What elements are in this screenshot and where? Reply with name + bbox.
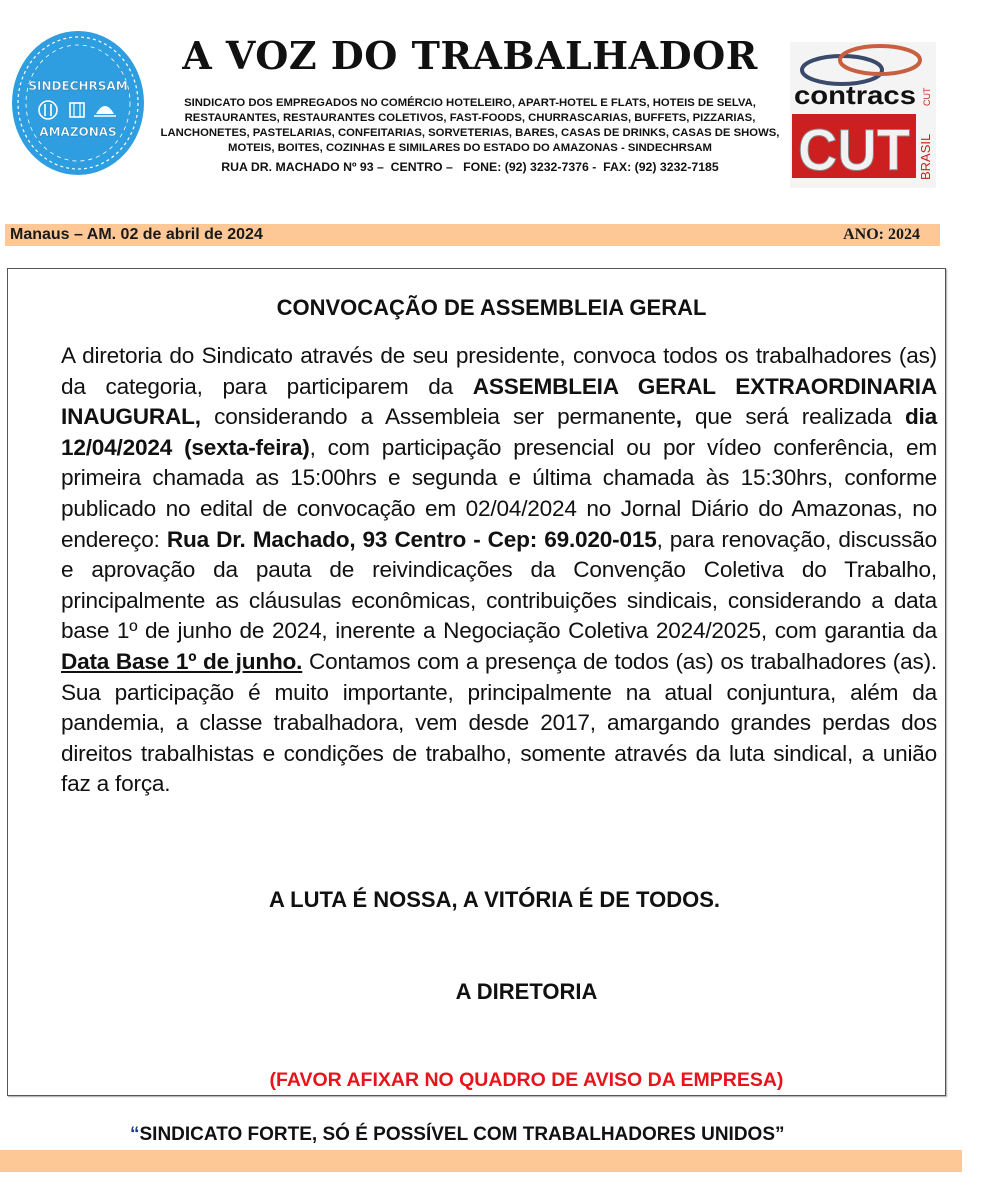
edition-date: Manaus – AM. 02 de abril de 2024 [10, 226, 263, 243]
union-description: SINDICATO DOS EMPREGADOS NO COMÉRCIO HOTELEIRO, APART-HOTEL E FLATS, HOTEIS DE SELVA, RESTAURANTES, RESTAURANTES COLETIVOS, FAST-FOODS, CHURRASCARIAS, BUFFETS, PIZZARIAS, LANCHONETES, PASTELARIAS, CONFEITARIAS, SORVETERIAS, BARES, CASAS DE DRINKS, CASAS DE SHOWS, MOTEIS, BOITES, COZINHAS E SIMILARES DO ESTADO DO AMAZONAS - SINDECHRSAM [160, 97, 780, 154]
body-text-segment: Contamos com a presença de todos (as) os trabalhadores (as). Sua participação é muito importante, principalmente na atual conjuntura, além da pandemia, a classe trabalhadora, vem desde 2017, amargando grandes perdas dos direitos trabalhistas e condições de trabalho, somente através da luta sindical, a união faz a força. [61, 648, 937, 797]
logo-bottom-text: AMAZONAS [39, 125, 117, 139]
body-text-segment: A diretoria do Sindicato através de seu presidente, convoca todos os trabalhadores (as) da categoria, para participarem da [61, 343, 937, 399]
union-address: RUA DR. MACHADO Nº 93 – CENTRO – FONE: (92) 3232-7376 - FAX: (92) 3232-7185 [221, 160, 719, 174]
body-text-segment: que será realizada [681, 404, 905, 430]
contracs-cut-logo [790, 42, 936, 188]
notice-signature: A DIRETORIA [455, 979, 598, 1004]
body-emphasis-segment: , [675, 404, 682, 430]
masthead [155, 30, 785, 176]
newspaper-title: A VOZ DO TRABALHADOR [182, 33, 758, 78]
footer-bar [0, 1150, 962, 1172]
open-quote: “ [130, 1124, 140, 1145]
notice-slogan: A LUTA É NOSSA, A VITÓRIA É DE TODOS. [268, 887, 721, 912]
body-emphasis-segment: ASSEMBLEIA GERAL EXTRAORDINARIA INAUGURAL, [61, 373, 938, 430]
brasil-text: BRASIL [918, 133, 933, 180]
footer-motto [130, 1124, 785, 1146]
close-quote: ” [775, 1124, 785, 1145]
date-bar [5, 224, 940, 246]
body-text-segment: considerando a Assembleia ser permanente [200, 404, 676, 430]
cut-small-text: CUT [922, 87, 932, 106]
body-emphasis-segment: Rua Dr. Machado, 93 Centro - Cep: 69.020-015 [166, 526, 657, 552]
assembly-notice [7, 268, 946, 1096]
contracs-text: contracs [794, 80, 916, 110]
edition-year: ANO: 2024 [843, 226, 920, 243]
body-emphasis-segment: dia 12/04/2024 (sexta-feira) [61, 404, 937, 460]
sindechrsam-logo [8, 28, 148, 178]
motto-text: SINDICATO FORTE, SÓ É POSSÍVEL COM TRABALHADORES UNIDOS [139, 1124, 775, 1145]
body-emphasis-segment: Data Base 1º de junho. [61, 648, 303, 674]
notice-title: CONVOCAÇÃO DE ASSEMBLEIA GERAL [276, 295, 707, 320]
body-text-segment: , para renovação, discussão e aprovação da pauta de reivindicações da Convenção Coletiva do Trabalho, principalmente as cláusulas econômicas, contribuições sindicais, considerando a data base 1º de junho de 2024, inerente a Negociação Coletiva 2024/2025, com garantia da [61, 526, 938, 644]
body-text-segment: , com participação presencial ou por vídeo conferência, em primeira chamada as 15:00hrs e segunda e última chamada às 15:30hrs, conforme publicado no edital de convocação em 02/04/2024 no Jornal Diário do Amazonas, no endereço: [61, 434, 937, 552]
notice-body [61, 341, 937, 800]
logo-top-text: SINDECHRSAM [28, 79, 128, 93]
cut-text: CUT [798, 118, 910, 183]
posting-instruction: (FAVOR AFIXAR NO QUADRO DE AVISO DA EMPRESA) [269, 1069, 784, 1091]
